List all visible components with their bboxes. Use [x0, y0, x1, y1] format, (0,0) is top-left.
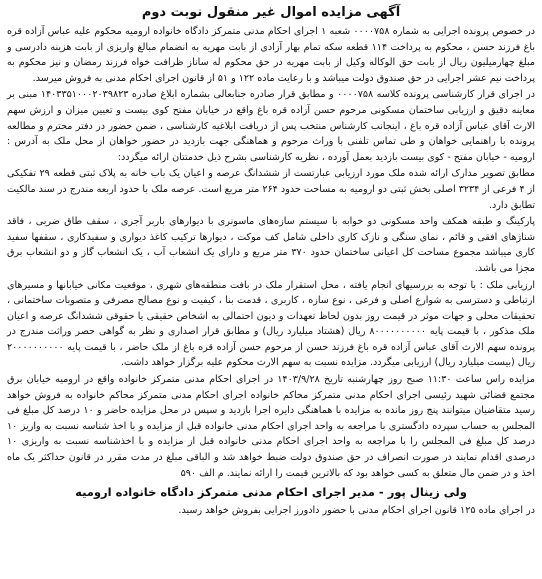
paragraph-property-documents: مطابق تصویر مدارک ارائه شده ملک مورد ارزیابی عبارتست از ششدانگ عرصه و اعیان یک باب خانه به پلاک ثبتی قطعه ۲۹ تفکیکی از ۴ فرعی از ۳۲۳۴ اصلی بخش ثبتی دو ارومیه به مساحت حدود ۲۶۴ متر مربع است. عرصه ملک با حدود اربعه مندرج در سند مالکیت تطابق دارد. — [7, 168, 536, 211]
paragraph-valuation: ارزیابی ملک : با توجه به بررسیهای انجام یافته ، محل استقرار ملک در بافت منطقه‌های شهری ، موقعیت مکانی خیابانها و مسیرهای ارتباطی و دسترسی به شوارع اصلی و فرعی ، نوع سازه ، کاربری ، قدمت بنا ، کیفیت و نوع مصالح مصرفی و متصوبات ساختمانی ، تحقیقات محلی و جهات موثر در قیمت روز بدون لحاظ تعهدات و دیون احتمالی به اشخاص حقیقی یا حقوقی ششدانگ عرصه و اعیان ملک مذکور ، با قیمت پایه ۸۰۰۰۰۰۰۰۰۰۰ ریال (هشتاد میلیارد ریال) و مطابق قرار اصداری و نظر به گواهی حصر وراثت مندرج در پرونده سهم الارث آقای عباس آزاده قره باغ فرزند حسن از مرحوم حسن آزاده قره باغ از ملک حاضر ، با قیمت پایه ۲۰۰۰۰۰۰۰۰۰۰ ریال (بیست میلیارد ریال) ارزیابی میگردد. مزایده نسبت به سهم الارث محکوم علیه برگزار خواهد داشت. — [7, 279, 536, 369]
paragraph-expert-report: در اجرای قرار کارشناسی پرونده کلاسه ۰۰۰۰۷۵۸ و مطابق قرار صادره جنابعالی بشماره ابلاغ صادره ۱۴۰۳۳۵۱۰۰۰۲۰۳۹۸۲۳ مبنی بر معاینه دقیق و ارزیابی ساختمان مسکونی مرحوم حسن آزاده قره باغ واقع در خیابان مفتح کوی بیست و تعیین میزان و ارزش سهم الارث آقای عباس آزاده قره باغ ، اینجانب کارشناس منتخب پس از دریافت ابلاغیه کارشناسی ، ضمن حضور در دفتر محترم و مطالعه پرونده با راهنمایی خواهان و طی تماس تلفنی با وراث مرحوم و هماهنگی جهت بازدید در حضور خواهان از محل ملک به آدرس : ارومیه - خیابان مفتح - کوی بیست بازدید بعمل آورده ، نظریه کارشناسی بشرح ذیل خدمتتان ارائه میگردد: — [7, 89, 535, 163]
paragraph-building-description: پارکینگ و طبقه همکف واحد مسکونی دو خوابه با سیستم سازه‌های ماسونری با دیوارهای باربر آجری ، سقف طاق ضربی ، فاقد شناژهای افقی و قائم ، نمای سنگی و نازک کاری داخلی شامل کف موکت ، دیوارها ترکیب کاغذ دیواری و سفیدکاری ، سقفها سفید کاری میباشد مجموع مساحت کل اعیانی ساختمان حدود ۳۷۰ متر مربع و دارای یک انشعاب آب ، یک انشعاب گاز و دو انشعاب برق مجزا می باشد. — [7, 216, 535, 274]
paragraph-case-details: در خصوص پرونده اجرایی به شماره ۰۰۰۰۷۵۸ شعبه ۱ اجرای احکام مدنی متمرکز دادگاه خانواده ارومیه محکوم علیه عباس آزاده قره باغ فرزند حسن ، محکوم به پرداخت ۱۱۴ قطعه سکه تمام بهار آزادی از بابت مهریه به انضمام مبالغ واریزی از بابت هزینه دادرسی و مبلغ چهارمیلیون ریال از بابت حق الوکاله وکیل از بابت مهریه در حق محکوم له ساناز ظرافت خواه فرزند رمضان و نیز محکوم به پرداخت نیم عشر اجرایی در حق صندوق دولت میباشد و با رعایت ماده ۱۲۲ و ۵۱ از قانون اجرای احکام مدنی به فروش میرسد. — [7, 26, 535, 84]
footer-note: در اجرای ماده ۱۲۵ قانون اجرای احکام مدنی با حضور دادورز اجرایی بفروش خواهد رسید. — [178, 505, 535, 517]
notice-title: آگهی مزایده اموال غیر منقول نوبت دوم — [141, 5, 401, 20]
paragraph-auction-terms: مزایده راس ساعت ۱۱:۳۰ صبح روز چهارشنبه تاریخ ۱۴۰۳/۹/۲۸ در اجرای احکام مدنی متمرکز خانواده واقع در ارومیه خیابان برق مجتمع قضائی شهید رئیسی اجرای احکام مدنی متمرکز محاکم خانواده اجرای احکام مدنی متمرکز محاکم خانواده به فروش خواهد رسید متقاضیان میتوانند پنج روز مانده به مزایده با هماهنگی دایره اجرا بازدید و سپس در محل مزایده حاضر و ۱۰ درصد کل مبلغ فی المجلس به حساب سپرده دادگستری با مراجعه به واحد اجرای احکام مدنی خانواده قبل از مزایده و با اخذ شناسه نسبت به واریز ۱۰ درصد کل مبلغ فی المجلس را با مراجعه به واحد اجرای احکام مدنی خانواده قبل از مزایده و با اخذشناسه نسبت به واریزی ۱۰ درصدی اقدام نمایند در صورت انصراف در حق صندوق دولت ضبط خواهد شد و الباقی مبلغ در مدت مقرر در قانون حداکثر یک ماه اخذ و در ضمن مال متعلق به کسی خواهد بود که بالاترین قیمت را ارائه نمایند. م الف ۵۹۰ — [7, 374, 535, 479]
signature-line: ولی زینال پور - مدیر اجرای احکام مدنی متمرکز دادگاه خانواده ارومیه — [75, 485, 467, 500]
